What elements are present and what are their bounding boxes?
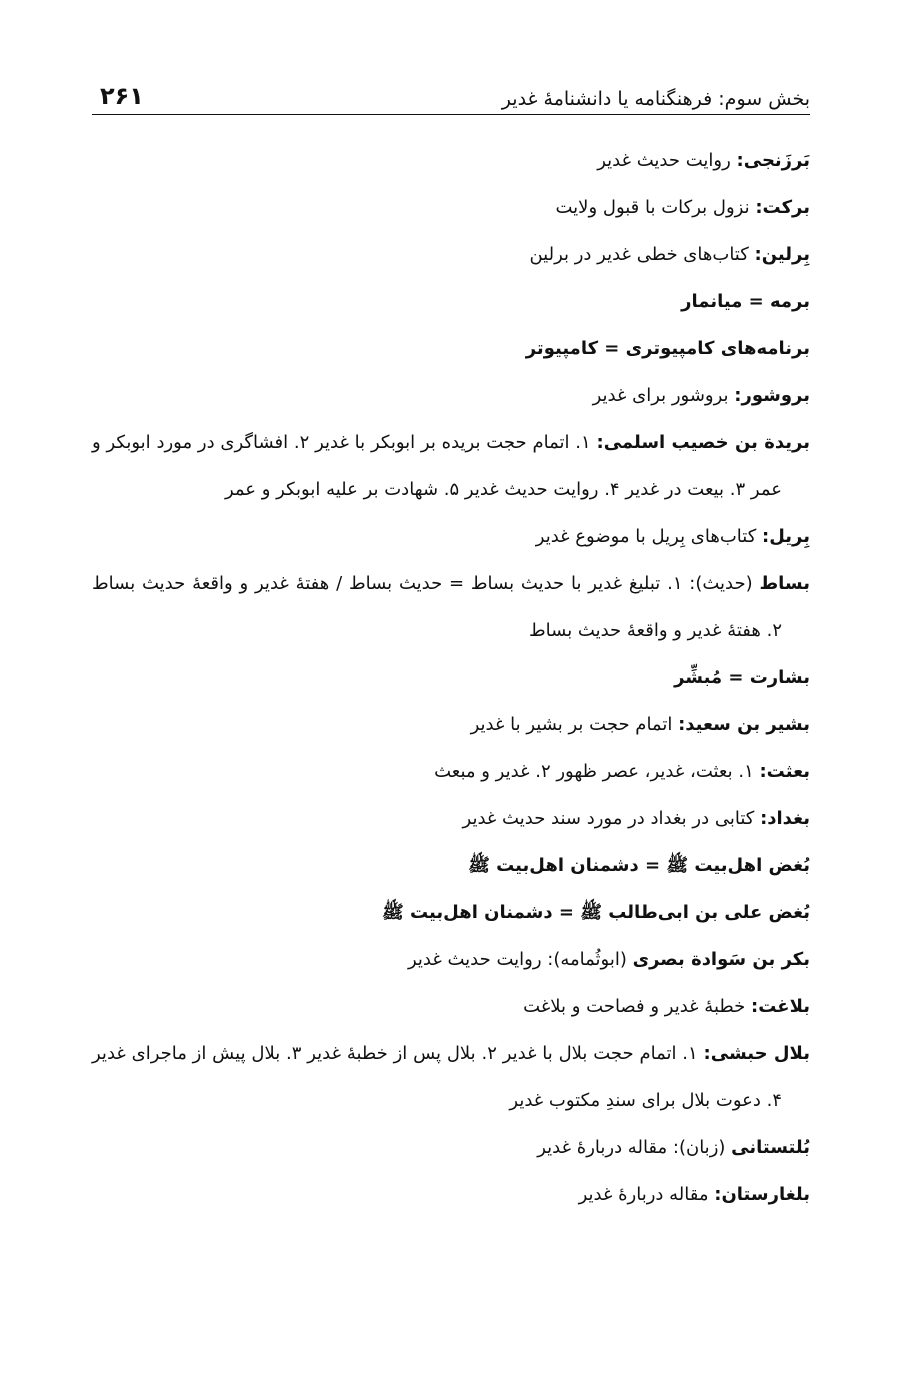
entry-text: کتابی در بغداد در مورد سند حدیث غدیر	[462, 808, 761, 829]
entry-text: ۱. اتمام حجت بریده بر ابوبکر با غدیر ۲. افشاگری در مورد ابوبکر و عمر ۳. بیعت در غدیر ۴. روایت حدیث غدیر ۵. شهادت بر علیه ابوبکر و عمر	[92, 432, 782, 500]
entry	[92, 278, 810, 325]
entry-text: ۱. بعثت، غدیر، عصر ظهور ۲. غدیر و مبعث	[434, 761, 760, 782]
entry	[92, 1030, 810, 1124]
book-page	[92, 60, 810, 1218]
entry	[92, 936, 810, 983]
entry-text: کتاب‌های بِریل با موضوع غدیر	[535, 526, 763, 547]
entry-text: مقاله دربارۀ غدیر	[578, 1184, 715, 1205]
entry	[92, 372, 810, 419]
entry	[92, 560, 810, 654]
entry	[92, 889, 810, 936]
entry-separator: :	[755, 197, 763, 218]
page-number: ۲۶۱	[100, 82, 144, 110]
entry-text: (ابوثُمامه): روایت حدیث غدیر	[407, 949, 633, 970]
entry-term: برمه = میانمار	[681, 291, 810, 312]
entry-text: کتاب‌های خطی غدیر در برلین	[529, 244, 755, 265]
entry-term: بشارت = مُبشِّر	[674, 667, 810, 688]
entry	[92, 701, 810, 748]
entry-text: نزول برکات با قبول ولایت	[555, 197, 756, 218]
entry-term: بریدة بن خصیب اسلمی	[603, 432, 810, 453]
entry-term: بُغض علی بن ابی‌طالب ﷺ = دشمنان اهل‌بیت ﷺ	[381, 902, 810, 923]
entry-term: بُلتستانی	[731, 1137, 810, 1158]
entry	[92, 325, 810, 372]
entry-term: بلغارستان	[721, 1184, 810, 1205]
entry	[92, 513, 810, 560]
entry-term: بکر بن سَوادة بصری	[632, 949, 810, 970]
section-title: بخش سوم: فرهنگنامه یا دانشنامۀ غدیر	[501, 88, 810, 110]
entry-term: بلال حبشی	[710, 1043, 810, 1064]
entry	[92, 184, 810, 231]
entry-term: بعثت	[766, 761, 810, 782]
entry	[92, 137, 810, 184]
entry-separator: :	[596, 432, 604, 453]
entry-text: خطبۀ غدیر و فصاحت و بلاغت	[523, 996, 752, 1017]
entry	[92, 1171, 810, 1218]
entry	[92, 795, 810, 842]
entry-text: ۱. اتمام حجت بلال با غدیر ۲. بلال پس از خطبۀ غدیر ۳. بلال پیش از ماجرای غدیر ۴. دعوت بلال برای سندِ مکتوب غدیر	[92, 1043, 782, 1111]
entry-separator: :	[703, 1043, 711, 1064]
entry-separator: :	[754, 244, 762, 265]
entry-term: بلاغت	[758, 996, 810, 1017]
entry-term: بَرزَنجی	[743, 150, 810, 171]
entry-separator: :	[714, 1184, 722, 1205]
entry-separator: :	[734, 385, 742, 406]
entry	[92, 654, 810, 701]
entry-text: (زبان): مقاله دربارۀ غدیر	[537, 1137, 732, 1158]
entry	[92, 419, 810, 513]
entry-list	[92, 137, 810, 1218]
entry-term: بشیر بن سعید	[685, 714, 810, 735]
entry-text: روایت حدیث غدیر	[597, 150, 737, 171]
entry-term: بروشور	[741, 385, 810, 406]
entry-separator: :	[760, 808, 768, 829]
entry-separator: :	[736, 150, 744, 171]
entry-text: اتمام حجت بر بشیر با غدیر	[470, 714, 679, 735]
entry-separator: :	[762, 526, 770, 547]
entry-term: بُغض اهل‌بیت ﷺ = دشمنان اهل‌بیت ﷺ	[468, 855, 810, 876]
entry	[92, 842, 810, 889]
entry	[92, 1124, 810, 1171]
entry-text: بروشور برای غدیر	[592, 385, 735, 406]
entry-term: بغداد	[767, 808, 810, 829]
entry	[92, 748, 810, 795]
entry-term: برکت	[762, 197, 810, 218]
entry-separator: :	[751, 996, 759, 1017]
entry-term: بساط	[759, 573, 810, 594]
running-header	[92, 60, 810, 115]
entry-term: بِریل	[769, 526, 810, 547]
entry-term: بِرلین	[761, 244, 810, 265]
entry-text: (حدیث): ۱. تبلیغ غدیر با حدیث بساط = حدیث بساط / هفتۀ غدیر و واقعۀ حدیث بساط ۲. هفتۀ غدیر و واقعۀ حدیث بساط	[92, 573, 782, 641]
entry	[92, 231, 810, 278]
entry-separator: :	[678, 714, 686, 735]
entry-separator: :	[759, 761, 767, 782]
entry	[92, 983, 810, 1030]
entry-term: برنامه‌های کامپیوتری = کامپیوتر	[525, 338, 810, 359]
